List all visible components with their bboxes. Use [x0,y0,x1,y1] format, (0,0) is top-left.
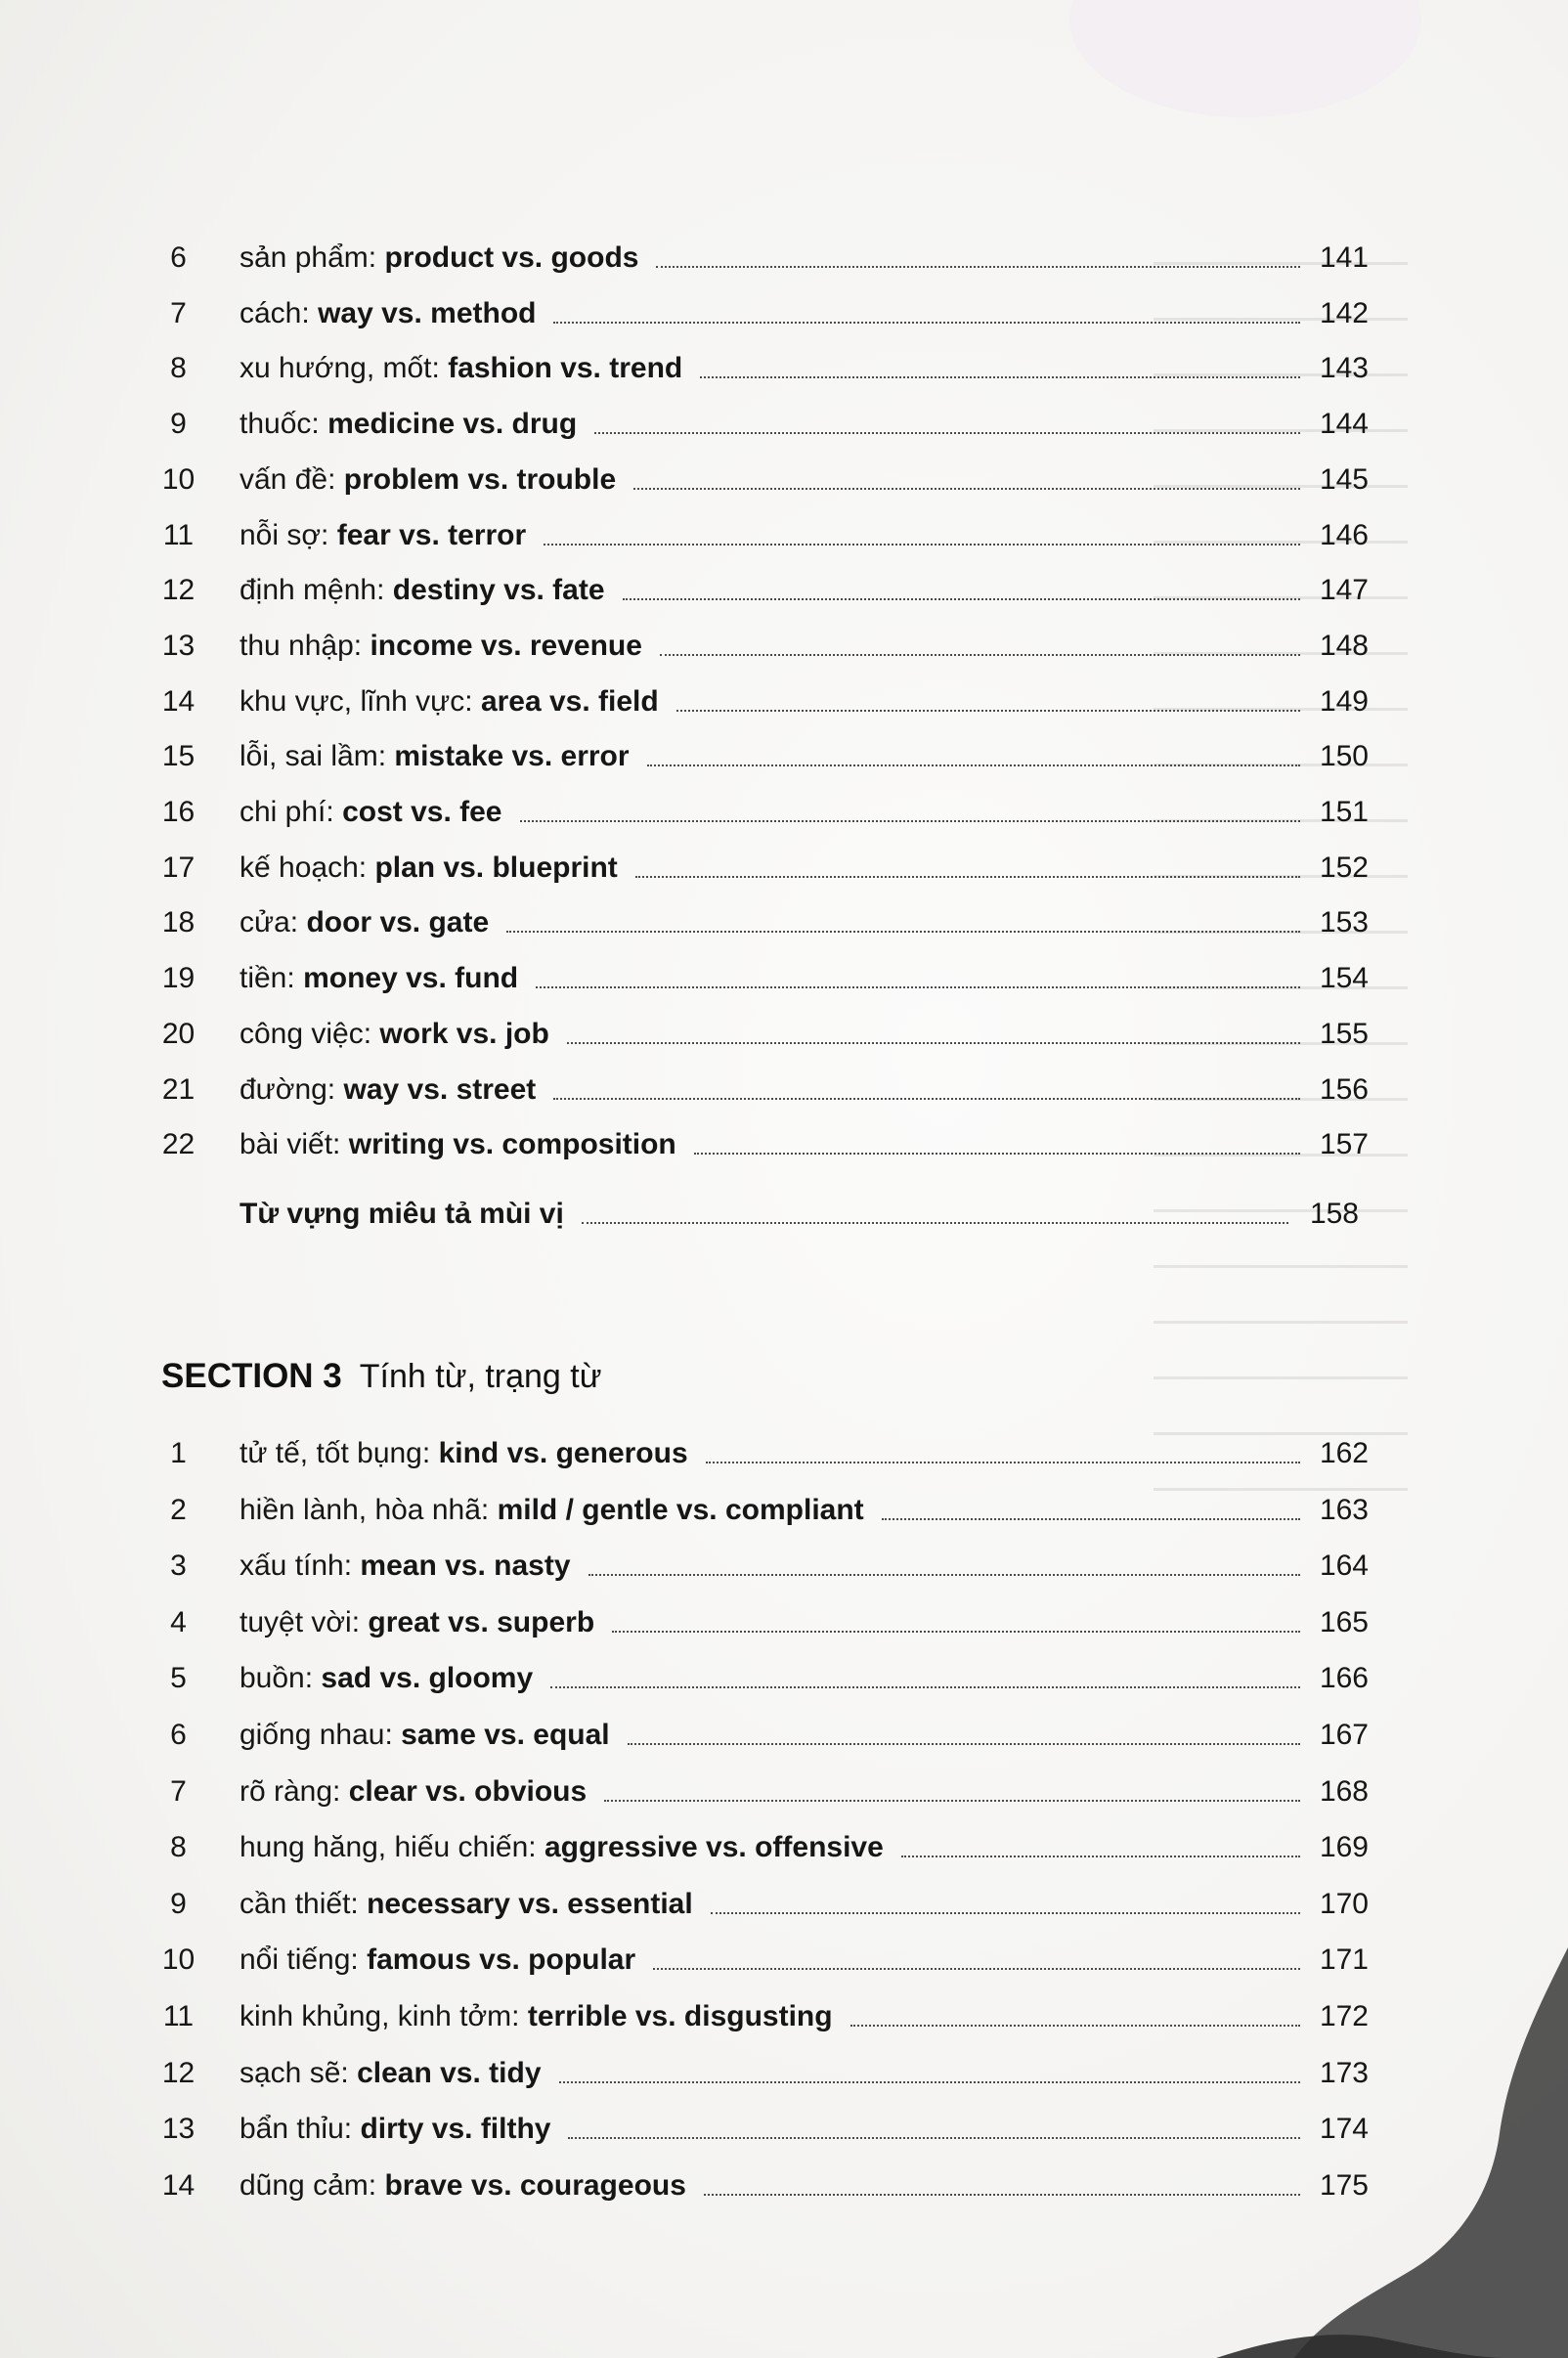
entry-title [240,1824,884,1871]
entry-title [240,2050,542,2097]
page-number: 142 [1319,296,1369,329]
dot-leader [582,1222,1288,1224]
dot-leader [604,1800,1300,1802]
dot-leader [544,544,1300,546]
toc-entry [0,290,1568,337]
dot-leader [653,1968,1300,1970]
entry-title [240,2162,686,2209]
entry-english: dirty vs. filthy [360,2113,551,2146]
entry-title [240,567,605,614]
entry-title [240,235,638,282]
entry-number: 7 [170,296,187,329]
toc-entry [0,1121,1568,1168]
entry-title [240,457,616,503]
page-number: 149 [1319,684,1369,718]
entry-english: famous vs. popular [367,1943,636,1977]
decorative-blob [1069,0,1421,117]
entry-vietnamese: chi phí: [240,796,334,828]
page-number: 141 [1319,241,1369,274]
entry-title [240,623,642,670]
dot-leader [520,820,1300,822]
toc-entry [0,678,1568,725]
page-number: 162 [1319,1437,1369,1469]
entry-vietnamese: cửa: [240,906,299,939]
toc-entry [0,401,1568,448]
dot-leader [536,986,1300,988]
toc-entry [0,1067,1568,1114]
entry-title [240,733,630,780]
entry-title [240,1712,610,1759]
entry-number: 16 [161,796,196,828]
dot-leader [694,1153,1300,1155]
toc-entry [0,1011,1568,1058]
page-number: 151 [1319,796,1369,828]
page-number: 166 [1319,1662,1369,1695]
entry-title [240,899,489,946]
entry-number: 17 [161,851,196,884]
entry-vietnamese: hung hăng, hiếu chiến: [240,1831,537,1864]
dot-leader [711,1912,1300,1914]
entry-title [240,1430,688,1477]
toc-entry [0,1881,1568,1928]
entry-english: clear vs. obvious [348,1774,588,1808]
entry-english: terrible vs. disgusting [527,2000,833,2032]
page-number: 153 [1319,906,1369,939]
toc-subsection-row [0,1191,1568,1238]
entry-number: 12 [161,574,196,607]
page-number: 143 [1319,352,1369,385]
page-number: 154 [1319,962,1369,995]
entry-vietnamese: nổi tiếng: [240,1943,359,1977]
entry-english: mean vs. nasty [360,1550,571,1583]
page-number: 168 [1319,1774,1369,1808]
entry-english: money vs. fund [303,962,519,995]
entry-number: 8 [170,352,187,385]
dot-leader [882,1518,1300,1520]
dot-leader [553,1098,1300,1100]
entry-title [240,955,518,1002]
dot-leader [676,710,1300,712]
subsection-title: Từ vựng miêu tả mùi vị [240,1198,564,1230]
entry-title [240,1121,676,1168]
entry-vietnamese: tiền: [240,962,295,995]
page-number: 165 [1319,1605,1369,1638]
entry-title [240,1881,693,1928]
page-number: 147 [1319,574,1369,607]
entry-title [240,678,659,725]
page-number: 163 [1319,1493,1369,1526]
entry-english: mistake vs. error [394,740,630,773]
dot-leader [588,1574,1300,1576]
entry-english: way vs. street [343,1072,537,1106]
entry-english: destiny vs. fate [392,574,605,607]
entry-title [240,789,502,836]
dot-leader [612,1631,1300,1633]
entry-title [240,845,618,892]
page-number: 157 [1319,1128,1369,1161]
page-number: 174 [1319,2113,1369,2146]
entry-english: way vs. method [318,296,537,329]
entry-english: sad vs. gloomy [321,1662,534,1695]
dot-leader [506,931,1300,933]
entry-vietnamese: định mệnh: [240,574,385,607]
entry-vietnamese: thu nhập: [240,629,363,662]
entry-vietnamese: kế hoạch: [240,851,368,884]
dot-leader [647,764,1300,766]
entry-english: product vs. goods [384,241,639,274]
entry-number: 6 [170,1719,187,1751]
entry-title [240,1655,533,1702]
entry-number: 4 [170,1605,187,1638]
dot-leader [633,488,1300,490]
entry-english: income vs. revenue [370,629,642,662]
dot-leader [704,2194,1300,2196]
section-label: SECTION 3 [161,1357,342,1395]
entry-english: kind vs. generous [438,1437,688,1469]
page-number: 172 [1319,2000,1369,2032]
page-number: 169 [1319,1831,1369,1864]
page-number: 155 [1319,1017,1369,1050]
page-number: 173 [1319,2056,1369,2089]
entry-english: problem vs. trouble [343,462,617,496]
toc-entry [0,733,1568,780]
toc-entry [0,789,1568,836]
entry-vietnamese: sạch sẽ: [240,2056,349,2089]
entry-vietnamese: nỗi sợ: [240,518,329,551]
section-title: Tính từ, trạng từ [359,1358,602,1395]
entry-vietnamese: hiền lành, hòa nhã: [240,1493,490,1526]
page-number: 146 [1319,518,1369,551]
entry-number: 22 [161,1128,196,1161]
dot-leader [656,266,1300,268]
toc-entry [0,235,1568,282]
entry-number: 13 [161,2113,196,2146]
entry-vietnamese: buồn: [240,1662,314,1695]
toc-entry [0,845,1568,892]
entry-vietnamese: khu vực, lĩnh vực: [240,684,473,718]
entry-english: fashion vs. trend [448,352,683,385]
entry-title [240,290,536,337]
entry-vietnamese: rõ ràng: [240,1774,341,1808]
entry-title [240,1067,536,1114]
toc-entry [0,1768,1568,1815]
entry-title [240,1543,571,1590]
toc-entry [0,345,1568,392]
entry-vietnamese: lỗi, sai lầm: [240,740,387,773]
toc-entry [0,567,1568,614]
dot-leader [550,1686,1300,1688]
dot-leader [568,2137,1300,2139]
entry-english: same vs. equal [401,1719,610,1751]
entry-title [240,1599,594,1646]
entry-number: 11 [162,518,195,551]
toc-entry [0,899,1568,946]
entry-title [240,1937,635,1984]
toc-entry [0,1543,1568,1590]
entry-vietnamese: giống nhau: [240,1719,393,1751]
entry-number: 11 [162,2000,195,2032]
page-number: 148 [1319,629,1369,662]
entry-title [240,345,682,392]
toc-entry [0,1430,1568,1477]
page-number: 170 [1319,1887,1369,1920]
dot-leader [567,1042,1300,1044]
entry-title [240,512,526,559]
entry-vietnamese: kinh khủng, kinh tởm: [240,2000,520,2032]
entry-english: brave vs. courageous [384,2168,686,2202]
entry-number: 14 [161,2168,196,2202]
entry-vietnamese: dũng cảm: [240,2168,377,2202]
entry-number: 10 [161,1943,196,1977]
entry-vietnamese: vấn đề: [240,462,336,496]
entry-number: 10 [161,462,196,496]
entry-number: 13 [161,629,196,662]
entry-number: 14 [161,684,196,718]
entry-number: 15 [161,740,196,773]
corner-shadow-shape [1216,1947,1568,2358]
dot-leader [553,322,1300,324]
page-number: 144 [1319,408,1369,441]
toc-entry [0,1712,1568,1759]
dot-leader [628,1743,1300,1745]
entry-vietnamese: sản phẩm: [240,241,377,274]
entry-title [240,1011,549,1058]
entry-english: area vs. field [480,684,659,718]
entry-english: fear vs. terror [336,518,527,551]
entry-title [240,2106,550,2153]
entry-number: 1 [170,1437,187,1469]
dot-leader [635,876,1300,878]
entry-vietnamese: bài viết: [240,1128,341,1161]
page-number: 152 [1319,851,1369,884]
entry-vietnamese: cần thiết: [240,1887,359,1920]
entry-english: medicine vs. drug [327,408,578,441]
page-number: 167 [1319,1719,1369,1751]
entry-number: 3 [170,1550,187,1583]
entry-english: clean vs. tidy [357,2056,542,2089]
entry-number: 5 [170,1662,187,1695]
entry-vietnamese: tử tế, tốt bụng: [240,1437,431,1469]
entry-english: mild / gentle vs. compliant [497,1493,864,1526]
toc-entry [0,1599,1568,1646]
page-number: 145 [1319,462,1369,496]
entry-number: 19 [161,962,196,995]
entry-number: 6 [170,241,187,274]
entry-title [240,1487,864,1534]
entry-vietnamese: tuyệt vời: [240,1605,361,1638]
dot-leader [901,1856,1300,1857]
entry-number: 7 [170,1774,187,1808]
entry-number: 12 [161,2056,196,2089]
page-number: 171 [1319,1943,1369,1977]
entry-english: great vs. superb [368,1605,595,1638]
entry-vietnamese: xu hướng, mốt: [240,352,440,385]
entry-vietnamese: công việc: [240,1017,372,1050]
entry-title [240,401,577,448]
entry-vietnamese: bẩn thỉu: [240,2113,353,2146]
entry-english: aggressive vs. offensive [544,1831,884,1864]
page-number: 164 [1319,1550,1369,1583]
dot-leader [660,654,1300,656]
entry-english: necessary vs. essential [367,1887,693,1920]
page-number: 175 [1319,2168,1369,2202]
entry-english: plan vs. blueprint [374,851,618,884]
toc-entry [0,623,1568,670]
entry-english: work vs. job [379,1017,549,1050]
page-number: 150 [1319,740,1369,773]
toc-entry [0,1655,1568,1702]
entry-number: 9 [170,408,187,441]
toc-entry [0,1487,1568,1534]
toc-entry [0,1824,1568,1871]
toc-entry [0,512,1568,559]
entry-number: 2 [170,1493,187,1526]
toc-entry [0,457,1568,503]
entry-number: 18 [161,906,196,939]
entry-title [240,1993,833,2040]
dot-leader [623,598,1300,600]
entry-number: 9 [170,1887,187,1920]
dot-leader [706,1462,1300,1463]
entry-number: 20 [161,1017,196,1050]
toc-entry [0,955,1568,1002]
entry-number: 8 [170,1831,187,1864]
page-number: 156 [1319,1072,1369,1106]
page-number: 158 [1309,1198,1359,1230]
entry-vietnamese: cách: [240,296,310,329]
dot-leader [594,432,1300,434]
entry-title [240,1768,587,1815]
entry-english: writing vs. composition [348,1128,676,1161]
dot-leader [559,2081,1300,2083]
entry-vietnamese: xấu tính: [240,1550,353,1583]
entry-english: door vs. gate [306,906,490,939]
entry-vietnamese: đường: [240,1072,336,1106]
entry-vietnamese: thuốc: [240,408,320,441]
entry-english: cost vs. fee [342,796,502,828]
entry-number: 21 [161,1072,196,1106]
dot-leader [700,376,1300,378]
section-3-heading [161,1353,602,1400]
